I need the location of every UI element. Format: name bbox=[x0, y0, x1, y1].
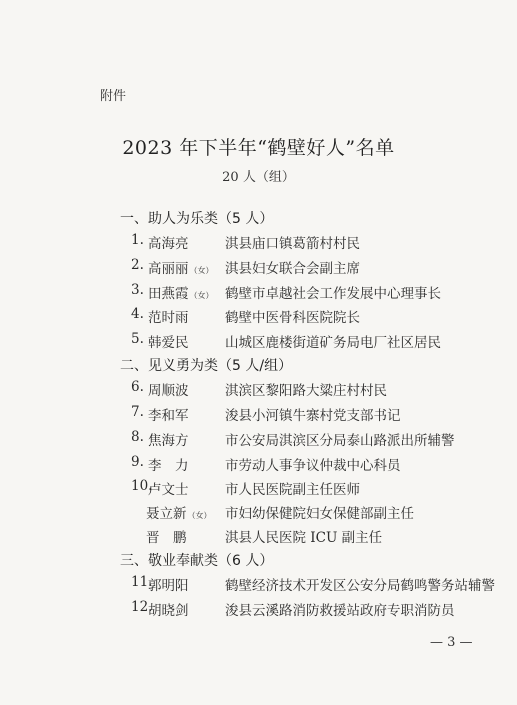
document-title: 2023 年下半年“鹤壁好人”名单 bbox=[122, 137, 395, 159]
person-name: 卢文士 bbox=[148, 482, 189, 498]
entry-name bbox=[148, 331, 190, 351]
entry-name bbox=[148, 257, 214, 277]
entry-description: 浚县云溪路消防救援站政府专职消防员 bbox=[225, 603, 455, 619]
gender-note: （女） bbox=[189, 266, 214, 275]
person-name: 高丽丽 bbox=[148, 261, 189, 277]
entry-number: 12. bbox=[131, 599, 153, 615]
section-heading-bravery: 二、见义勇为类（5 人/组） bbox=[120, 358, 293, 374]
list-item bbox=[0, 478, 517, 498]
entry-description: 淇滨区黎阳路大粱庄村村民 bbox=[225, 383, 387, 399]
entry-number: 4. bbox=[131, 306, 144, 322]
entry-number: 5. bbox=[131, 331, 144, 347]
entry-number: 2. bbox=[131, 257, 144, 273]
person-name: 李 力 bbox=[148, 458, 189, 474]
gender-note: （女） bbox=[189, 291, 214, 300]
entry-name bbox=[148, 599, 190, 619]
entry-description: 淇县妇女联合会副主席 bbox=[225, 261, 360, 277]
entry-name bbox=[148, 379, 190, 399]
entry-description: 淇县人民医院 ICU 副主任 bbox=[225, 530, 383, 546]
list-item bbox=[0, 599, 517, 619]
section-heading-dedication: 三、敬业奉献类（6 人） bbox=[120, 553, 274, 569]
attachment-label: 附件 bbox=[100, 89, 127, 104]
entry-description: 市劳动人事争议仲裁中心科员 bbox=[225, 458, 401, 474]
entry-name bbox=[148, 454, 190, 474]
entry-name bbox=[148, 282, 214, 302]
entry-description: 市人民医院副主任医师 bbox=[225, 482, 360, 498]
entry-number: 7. bbox=[131, 404, 144, 420]
section-heading-helping: 一、助人为乐类（5 人） bbox=[120, 211, 274, 227]
list-item bbox=[0, 404, 517, 424]
person-name: 李和军 bbox=[148, 408, 189, 424]
person-name: 郭明阳 bbox=[148, 578, 189, 594]
list-item bbox=[0, 331, 517, 351]
entry-name bbox=[148, 478, 190, 498]
entry-number: 6. bbox=[131, 379, 144, 395]
list-item bbox=[0, 574, 517, 594]
entry-number: 3. bbox=[131, 282, 144, 298]
page-number: — 3 — bbox=[430, 635, 473, 650]
person-name: 田燕霞 bbox=[148, 286, 189, 302]
person-name: 周顺波 bbox=[148, 383, 189, 399]
person-name: 韩爱民 bbox=[148, 335, 189, 351]
entry-number: 9. bbox=[131, 454, 144, 470]
entry-description: 鹤壁经济技术开发区公安分局鹤鸣警务站辅警 bbox=[225, 578, 495, 594]
list-item bbox=[0, 454, 517, 474]
entry-description: 山城区鹿楼街道矿务局电厂社区居民 bbox=[225, 335, 441, 351]
person-name: 晋 鹏 bbox=[146, 530, 187, 546]
entry-description: 淇县庙口镇葛箭村村民 bbox=[225, 236, 360, 252]
entry-description: 鹤壁市卓越社会工作发展中心理事长 bbox=[225, 286, 441, 302]
list-item bbox=[0, 232, 517, 252]
entry-description: 市公安局淇滨区分局泰山路派出所辅警 bbox=[225, 433, 455, 449]
entry-number: 11. bbox=[131, 574, 153, 590]
gender-note: （女） bbox=[187, 511, 212, 520]
person-name: 高海亮 bbox=[148, 236, 189, 252]
person-name: 胡晓剑 bbox=[148, 603, 189, 619]
entry-name bbox=[146, 526, 188, 546]
list-item bbox=[0, 429, 517, 449]
entry-description: 鹤壁中医骨科医院院长 bbox=[225, 310, 360, 326]
entry-name bbox=[146, 502, 212, 522]
list-item bbox=[0, 502, 517, 522]
entry-name bbox=[148, 306, 190, 326]
person-name: 焦海方 bbox=[148, 433, 189, 449]
list-item bbox=[0, 379, 517, 399]
list-item bbox=[0, 282, 517, 302]
person-name: 聂立新 bbox=[146, 506, 187, 522]
entry-name bbox=[148, 232, 190, 252]
entry-number: 10. bbox=[131, 478, 153, 494]
document-subtitle: 20 人（组） bbox=[222, 170, 295, 185]
list-item bbox=[0, 306, 517, 326]
list-item bbox=[0, 526, 517, 546]
entry-name bbox=[148, 429, 190, 449]
person-name: 范时雨 bbox=[148, 310, 189, 326]
entry-description: 浚县小河镇牛寨村党支部书记 bbox=[225, 408, 401, 424]
entry-number: 1. bbox=[131, 232, 144, 248]
entry-name bbox=[148, 574, 190, 594]
entry-description: 市妇幼保健院妇女保健部副主任 bbox=[225, 506, 414, 522]
entry-number: 8. bbox=[131, 429, 144, 445]
entry-name bbox=[148, 404, 190, 424]
list-item bbox=[0, 257, 517, 277]
